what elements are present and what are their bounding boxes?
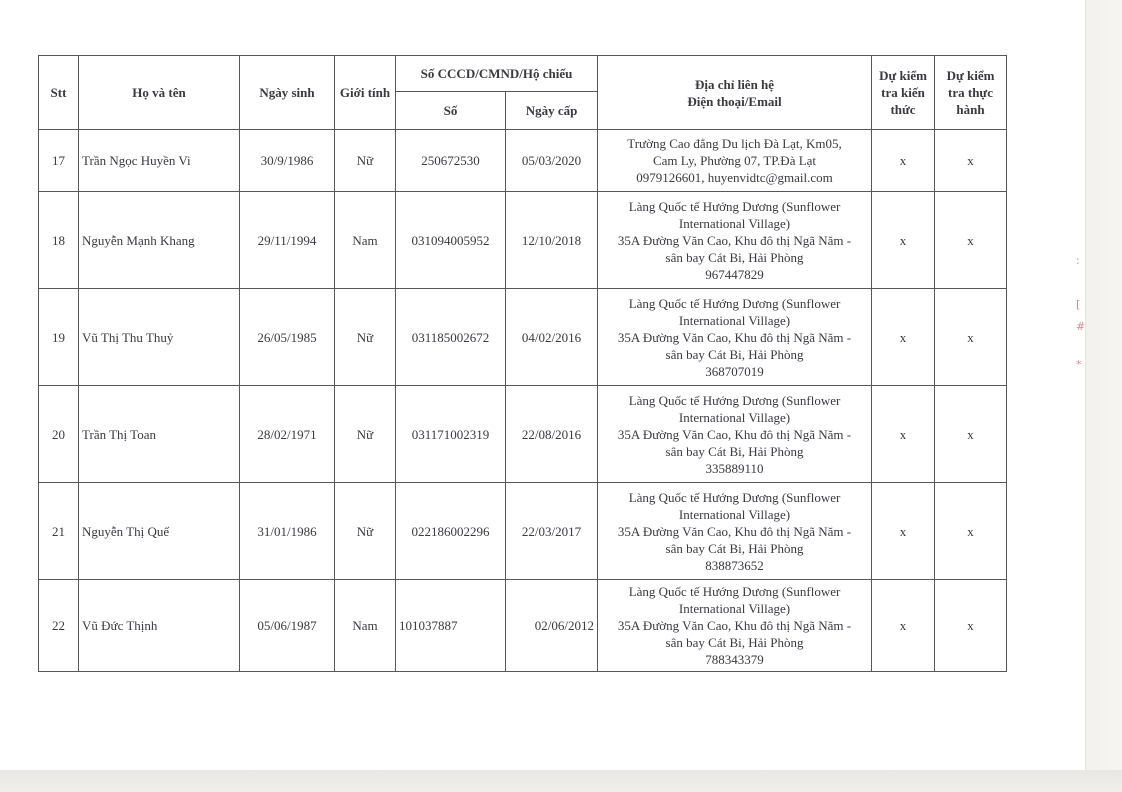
- row-gender: Nữ: [335, 483, 396, 580]
- contact-line: sân bay Cát Bi, Hải Phòng: [665, 249, 804, 265]
- row-name: Vũ Đức Thịnh: [79, 580, 240, 672]
- contact-line: 0979126601, huyenvidtc@gmail.com: [636, 170, 833, 185]
- contact-line: 35A Đường Văn Cao, Khu đô thị Ngã Năm -: [617, 523, 852, 539]
- header-id-number: Số: [396, 92, 506, 130]
- table-row: [39, 580, 1007, 672]
- header-theory: Dự kiểm tra kiến thức: [872, 56, 935, 130]
- row-stt: 18: [39, 192, 79, 289]
- row-contact: [598, 192, 872, 289]
- contact-line: 35A Đường Văn Cao, Khu đô thị Ngã Năm -: [617, 232, 852, 248]
- table-row: [39, 386, 1007, 483]
- row-practice-mark: x: [935, 192, 1007, 289]
- row-contact: [598, 580, 872, 672]
- row-stt: 17: [39, 130, 79, 192]
- row-gender: Nam: [335, 192, 396, 289]
- row-practice-mark: x: [935, 130, 1007, 192]
- row-contact: [598, 386, 872, 483]
- header-name: Họ và tên: [79, 56, 240, 130]
- row-dob: 05/06/1987: [240, 580, 335, 672]
- row-id-date: 02/06/2012: [506, 580, 598, 672]
- row-dob: 31/01/1986: [240, 483, 335, 580]
- row-practice-mark: x: [935, 580, 1007, 672]
- contact-line: International Village): [678, 601, 791, 616]
- row-gender: Nữ: [335, 130, 396, 192]
- row-practice-mark: x: [935, 483, 1007, 580]
- row-theory-mark: x: [872, 386, 935, 483]
- row-dob: 30/9/1986: [240, 130, 335, 192]
- contact-line: 838873652: [705, 557, 764, 573]
- row-contact: [598, 289, 872, 386]
- participant-table: [38, 55, 1007, 672]
- row-id-number: 101037887: [396, 580, 506, 672]
- table-row: [39, 289, 1007, 386]
- contact-line: Làng Quốc tế Hướng Dương (Sunflower: [628, 489, 841, 505]
- row-id-number: 022186002296: [396, 483, 506, 580]
- contact-line: International Village): [678, 215, 791, 231]
- contact-line: Làng Quốc tế Hướng Dương (Sunflower: [628, 295, 841, 311]
- row-theory-mark: x: [872, 192, 935, 289]
- contact-line: 967447829: [705, 266, 764, 282]
- contact-line: Trường Cao đẳng Du lịch Đà Lạt, Km05,: [627, 136, 842, 151]
- table-row: [39, 130, 1007, 192]
- contact-line: 335889110: [705, 460, 764, 476]
- row-name: Trần Ngọc Huyền Vi: [79, 130, 240, 192]
- header-contact: [598, 56, 872, 130]
- row-id-date: 04/02/2016: [506, 289, 598, 386]
- header-stt: Stt: [39, 56, 79, 130]
- row-id-date: 22/08/2016: [506, 386, 598, 483]
- scan-bottom-edge: [0, 770, 1122, 792]
- contact-line: sân bay Cát Bi, Hải Phòng: [665, 346, 804, 362]
- row-id-number: 250672530: [396, 130, 506, 192]
- header-id-date: Ngày cấp: [506, 92, 598, 130]
- contact-line: 35A Đường Văn Cao, Khu đô thị Ngã Năm -: [617, 329, 852, 345]
- page-edge: [1085, 0, 1122, 792]
- row-id-date: 12/10/2018: [506, 192, 598, 289]
- row-id-date: 22/03/2017: [506, 483, 598, 580]
- row-theory-mark: x: [872, 483, 935, 580]
- header-id-group: Số CCCD/CMND/Hộ chiếu: [396, 56, 598, 92]
- contact-line: 368707019: [705, 363, 764, 379]
- contact-line: 35A Đường Văn Cao, Khu đô thị Ngã Năm -: [617, 618, 852, 633]
- row-stt: 20: [39, 386, 79, 483]
- row-gender: Nam: [335, 580, 396, 672]
- row-dob: 26/05/1985: [240, 289, 335, 386]
- row-name: Vũ Thị Thu Thuỷ: [79, 289, 240, 386]
- row-stt: 21: [39, 483, 79, 580]
- row-gender: Nữ: [335, 289, 396, 386]
- header-row-1: [39, 56, 1007, 92]
- header-practice: Dự kiểm tra thực hành: [935, 56, 1007, 130]
- row-contact: [598, 130, 872, 192]
- row-contact: [598, 483, 872, 580]
- contact-line: International Village): [678, 409, 791, 425]
- contact-line: Cam Ly, Phường 07, TP.Đà Lạt: [652, 153, 817, 168]
- contact-line: sân bay Cát Bi, Hải Phòng: [665, 635, 804, 650]
- row-gender: Nữ: [335, 386, 396, 483]
- contact-line: International Village): [678, 506, 791, 522]
- table-row: [39, 483, 1007, 580]
- row-id-date: 05/03/2020: [506, 130, 598, 192]
- header-gender: Giới tính: [335, 56, 396, 130]
- contact-line: International Village): [678, 312, 791, 328]
- row-practice-mark: x: [935, 289, 1007, 386]
- row-theory-mark: x: [872, 580, 935, 672]
- row-theory-mark: x: [872, 289, 935, 386]
- header-contact-text: Địa chỉ liên hệ Điện thoại/Email: [687, 76, 782, 109]
- contact-line: Làng Quốc tế Hướng Dương (Sunflower: [628, 392, 841, 408]
- row-practice-mark: x: [935, 386, 1007, 483]
- contact-line: Làng Quốc tế Hướng Dương (Sunflower: [628, 198, 841, 214]
- contact-line: sân bay Cát Bi, Hải Phòng: [665, 540, 804, 556]
- header-dob: Ngày sinh: [240, 56, 335, 130]
- row-name: Nguyễn Thị Quế: [79, 483, 240, 580]
- row-name: Nguyễn Mạnh Khang: [79, 192, 240, 289]
- row-dob: 28/02/1971: [240, 386, 335, 483]
- red-stamp-fragment: : [ # *: [1076, 254, 1086, 371]
- row-name: Trần Thị Toan: [79, 386, 240, 483]
- row-stt: 19: [39, 289, 79, 386]
- row-id-number: 031185002672: [396, 289, 506, 386]
- row-theory-mark: x: [872, 130, 935, 192]
- contact-line: Làng Quốc tế Hướng Dương (Sunflower: [628, 584, 841, 599]
- table-row: [39, 192, 1007, 289]
- row-dob: 29/11/1994: [240, 192, 335, 289]
- contact-line: sân bay Cát Bi, Hải Phòng: [665, 443, 804, 459]
- contact-line: 35A Đường Văn Cao, Khu đô thị Ngã Năm -: [617, 426, 852, 442]
- row-id-number: 031094005952: [396, 192, 506, 289]
- contact-line: 788343379: [705, 652, 764, 667]
- row-id-number: 031171002319: [396, 386, 506, 483]
- row-stt: 22: [39, 580, 79, 672]
